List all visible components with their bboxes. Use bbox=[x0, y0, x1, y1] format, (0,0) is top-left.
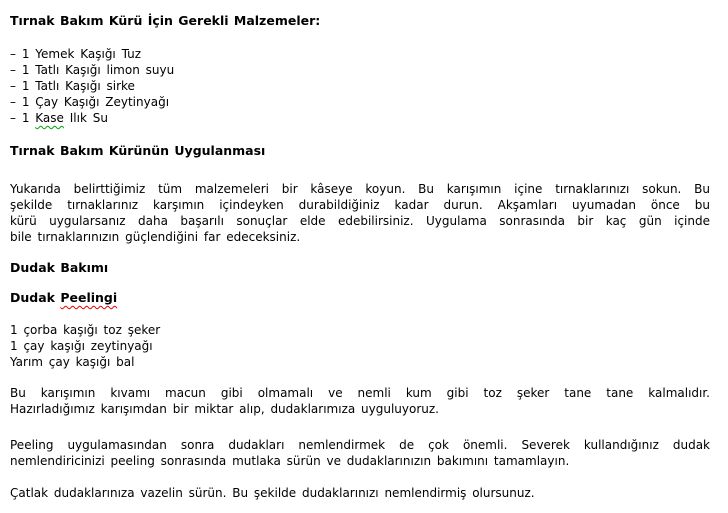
list-item-text: Ilık Su bbox=[63, 111, 108, 125]
heading-lip-peeling bbox=[10, 290, 710, 306]
list-item-text: – 1 bbox=[10, 111, 36, 125]
list-item: 1 çay kaşığı zeytinyağı bbox=[10, 339, 153, 353]
paragraph-line: Bu karışımın kıvamı macun gibi olmamalı ve nemli kum gibi toz şeker tane tane kalmalıdır. bbox=[10, 386, 710, 400]
materials-list bbox=[10, 46, 710, 126]
paragraph-moisturize bbox=[10, 437, 710, 469]
list-item: – 1 Çay Kaşığı Zeytinyağı bbox=[10, 95, 170, 109]
heading-lip-care: Dudak Bakımı bbox=[10, 260, 109, 275]
spellcheck-red-word: Peelingi bbox=[60, 290, 118, 305]
list-item: 1 çorba kaşığı toz şeker bbox=[10, 323, 161, 337]
peeling-ingredients-list bbox=[10, 322, 710, 370]
paragraph-line: kürü uygularsanız daha başarılı sonuçlar elde edebilirsiniz. Uygulama sonrasında bir kaç gün içinde bbox=[10, 214, 710, 228]
heading-nail-care-application: Tırnak Bakım Kürünün Uygulanması bbox=[10, 143, 266, 158]
list-item: Yarım çay kaşığı bal bbox=[10, 355, 135, 369]
list-item: – 1 Yemek Kaşığı Tuz bbox=[10, 47, 141, 61]
paragraph-line: Hazırladığımız karışımdan bir miktar alıp, dudaklarımıza uyguluyoruz. bbox=[10, 402, 439, 416]
list-item: – 1 Tatlı Kaşığı limon suyu bbox=[10, 63, 175, 77]
heading-text: Dudak bbox=[10, 290, 61, 305]
paragraph-line: nemlendiricinizi peeling sonrasında mutlaka sürün ve dudaklarınızın bakımını tamamlayın. bbox=[10, 454, 570, 468]
paragraph-line: şekilde tırnaklarınız karşımın içindeyken durabildiğiniz kadar durun. Akşamları uyumadan önce bu bbox=[10, 198, 710, 212]
heading-nail-care-materials: Tırnak Bakım Kürü İçin Gerekli Malzemeler: bbox=[10, 13, 321, 28]
paragraph-vaseline: Çatlak dudaklarınıza vazelin sürün. Bu şekilde dudaklarınızı nemlendirmiş olursunuz. bbox=[10, 486, 535, 500]
paragraph-consistency bbox=[10, 385, 710, 417]
paragraph-line: bile tırnaklarınızın güçlendiğini far edeceksiniz. bbox=[10, 230, 301, 244]
paragraph-line: Yukarıda belirttiğimiz tüm malzemeleri bir kâseye koyun. Bu karışımın içine tırnaklarınızı sokun. Bu bbox=[10, 182, 710, 196]
paragraph-line: Peeling uygulamasından sonra dudakları nemlendirmek de çok önemli. Severek kullandığınız dudak bbox=[10, 438, 710, 452]
spellcheck-green-word: Kase bbox=[35, 111, 64, 125]
list-item bbox=[10, 110, 710, 126]
list-item: – 1 Tatlı Kaşığı sirke bbox=[10, 79, 135, 93]
paragraph-application bbox=[10, 181, 710, 245]
